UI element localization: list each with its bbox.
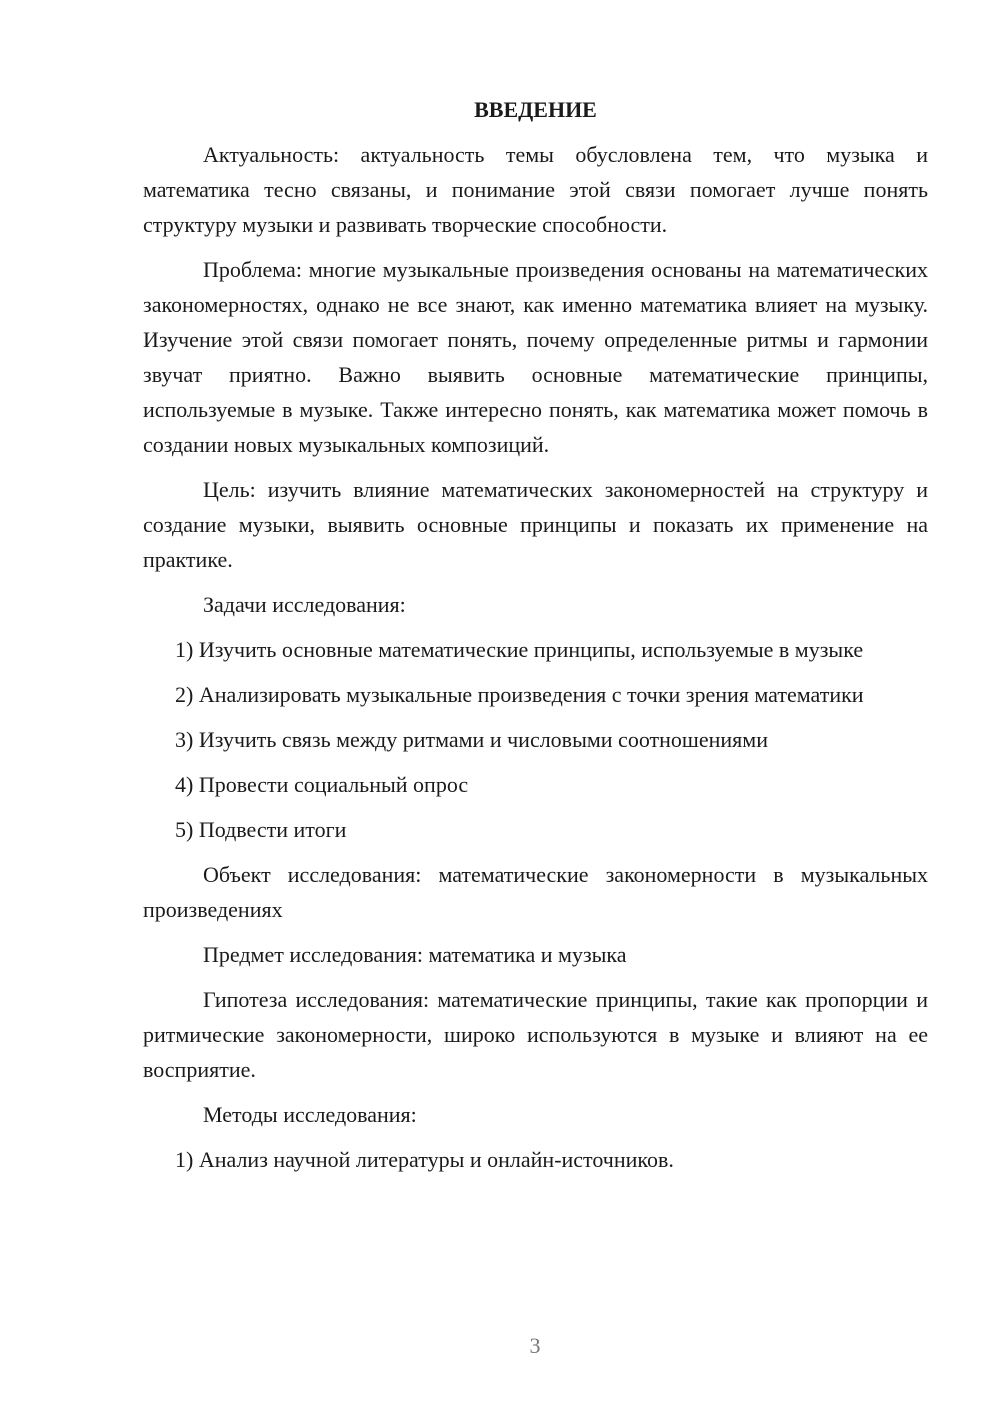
document-page — [143, 92, 928, 1187]
task-item: 5) Подвести итоги — [175, 817, 347, 842]
tasks-heading: Задачи исследования: — [203, 592, 406, 617]
section-title: ВВЕДЕНИЕ — [474, 97, 597, 122]
subject-paragraph: Предмет исследования: математика и музыка — [203, 942, 627, 967]
problem-paragraph: Проблема: многие музыкальные произведения основаны на математических закономерностях, однако не все знают, как именно математика влияет на музыку. Изучение этой связи помогает понять, почему определенные ритмы и гармонии звучат приятно. Важно выявить основные математические принципы, используемые в музыке. Также интересно понять, как математика может помочь в создании новых музыкальных композиций. — [143, 257, 928, 457]
object-paragraph: Объект исследования: математические закономерности в музыкальных произведениях — [143, 862, 928, 922]
goal-paragraph: Цель: изучить влияние математических закономерностей на структуру и создание музыки, выявить основные принципы и показать их применение на практике. — [143, 477, 928, 572]
task-item: 2) Анализировать музыкальные произведения с точки зрения математики — [175, 682, 864, 707]
method-item: 1) Анализ научной литературы и онлайн-источников. — [175, 1147, 674, 1172]
task-item: 4) Провести социальный опрос — [175, 772, 469, 797]
methods-heading: Методы исследования: — [203, 1102, 417, 1127]
hypothesis-paragraph: Гипотеза исследования: математические принципы, такие как пропорции и ритмические закономерности, широко используются в музыке и влияют на ее восприятие. — [143, 987, 928, 1082]
relevance-paragraph: Актуальность: актуальность темы обусловлена тем, что музыка и математика тесно связаны, и понимание этой связи помогает лучше понять структуру музыки и развивать творческие способности. — [143, 142, 928, 237]
task-item: 3) Изучить связь между ритмами и числовыми соотношениями — [175, 727, 768, 752]
page-number: 3 — [529, 1333, 541, 1358]
task-item: 1) Изучить основные математические принципы, используемые в музыке — [175, 637, 864, 662]
